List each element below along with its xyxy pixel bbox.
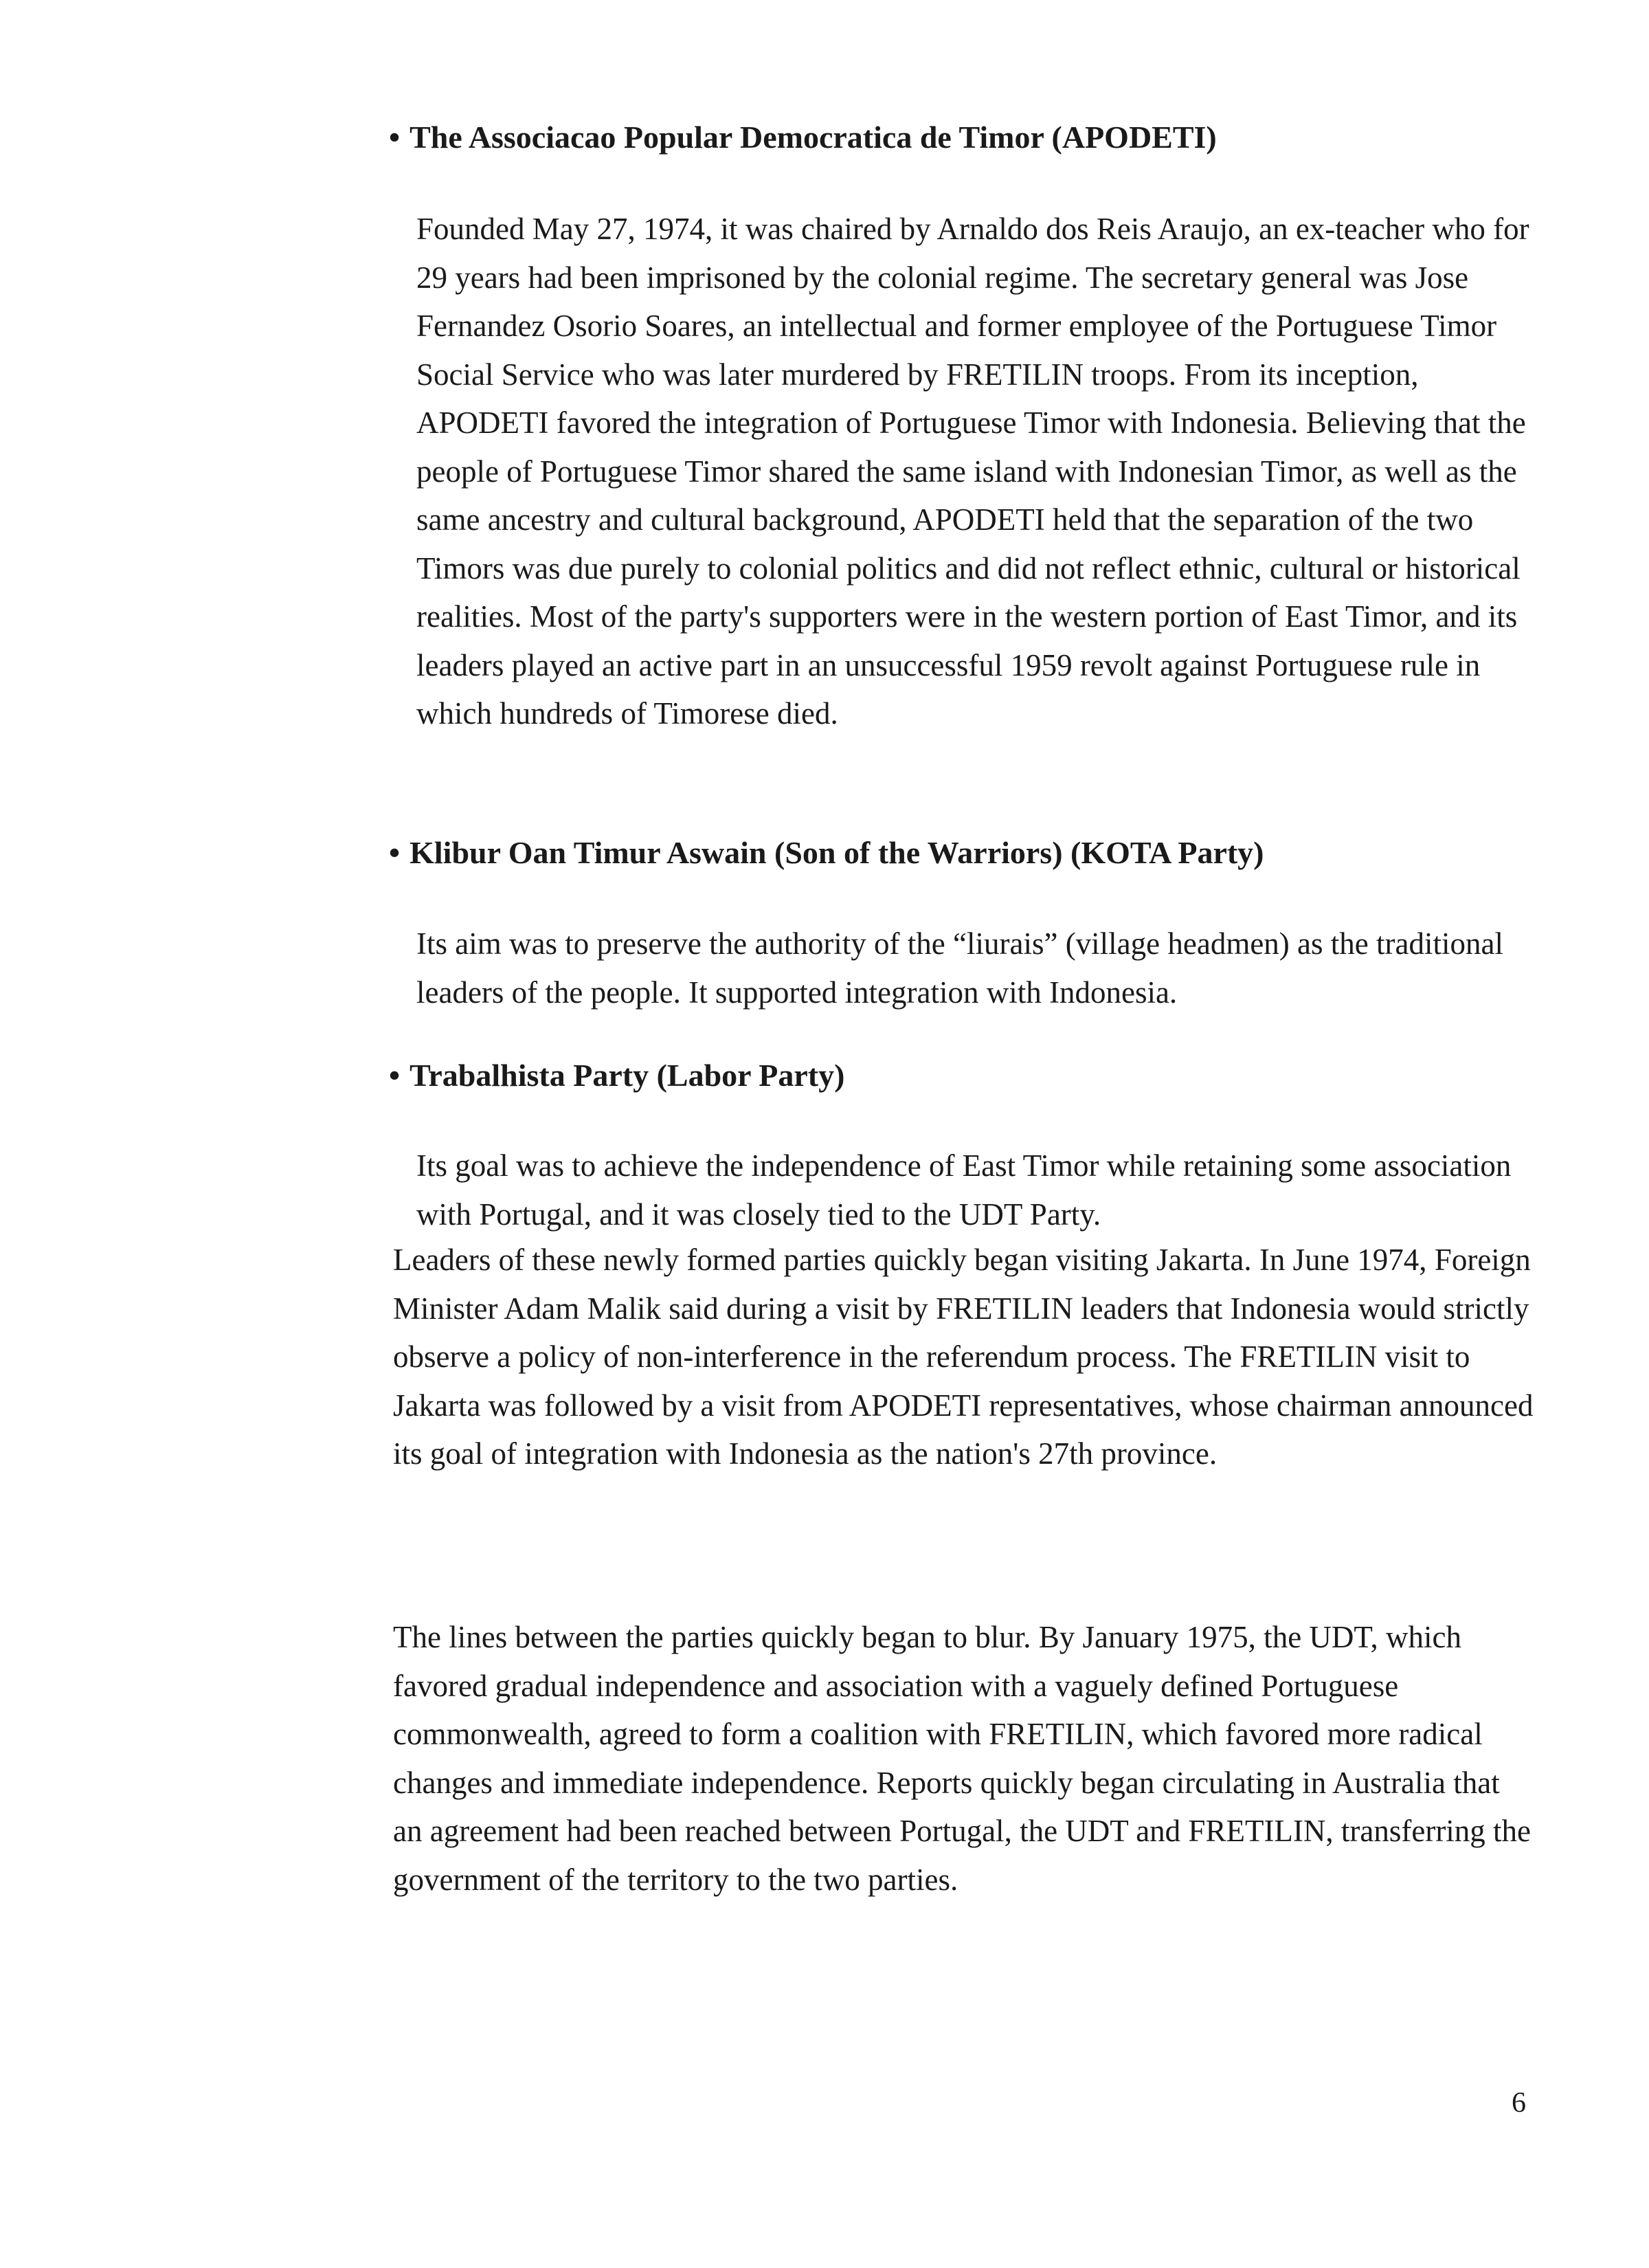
section-heading-text: The Associacao Popular Democratica de Timor (APODETI) bbox=[410, 120, 1217, 155]
page-number: 6 bbox=[1512, 2087, 1526, 2119]
section-heading-kota bbox=[389, 832, 1264, 874]
bullet-icon: • bbox=[389, 120, 401, 155]
body-paragraph-party-visits: Leaders of these newly formed parties quickly began visiting Jakarta. In June 1974, Foreign Minister Adam Malik said during a visit by FRETILIN leaders that Indonesia would strictly observe a policy of non-interference in the referendum process. The FRETILIN visit to Jakarta was followed by a visit from APODETI representatives, whose chairman announced its goal of integration with Indonesia as the nation's 27th province. bbox=[393, 1243, 1534, 1471]
body-paragraph-party-coalition: The lines between the parties quickly began to blur. By January 1975, the UDT, which favored gradual independence and association with a vaguely defined Portuguese commonwealth, agreed to form a coalition with FRETILIN, which favored more radical changes and immediate independence. Reports quickly began circulating in Australia that an agreement had been reached between Portugal, the UDT and FRETILIN, transferring the government of the territory to the two parties. bbox=[393, 1620, 1532, 1897]
section-heading-text: Klibur Oan Timur Aswain (Son of the Warriors) (KOTA Party) bbox=[410, 835, 1264, 870]
section-heading-text: Trabalhista Party (Labor Party) bbox=[410, 1058, 845, 1093]
section-paragraph-trabalhista: Its goal was to achieve the independence of East Timor while retaining some association with Portugal, and it was closely tied to the UDT Party. bbox=[416, 1148, 1512, 1232]
section-heading-apodeti bbox=[389, 117, 1217, 158]
bullet-icon: • bbox=[389, 835, 401, 870]
section-heading-trabalhista bbox=[389, 1055, 844, 1096]
bullet-icon: • bbox=[389, 1058, 401, 1093]
section-paragraph-kota: Its aim was to preserve the authority of the “liurais” (village headmen) as the traditional leaders of the people. It supported integration with Indonesia. bbox=[416, 926, 1503, 1010]
section-paragraph-apodeti: Founded May 27, 1974, it was chaired by Arnaldo dos Reis Araujo, an ex-teacher who for 29 years had been imprisoned by the colonial regime. The secretary general was Jose Fernandez Osorio Soares, an intellectual and former employee of the Portuguese Timor Social Service who was later murdered by FRETILIN troops. From its inception, APODETI favored the integration of Portuguese Timor with Indonesia. Believing that the people of Portuguese Timor shared the same island with Indonesian Timor, as well as the same ancestry and cultural background, APODETI held that the separation of the two Timors was due purely to colonial politics and did not reflect ethnic, cultural or historical realities. Most of the party's supporters were in the western portion of East Timor, and its leaders played an active part in an unsuccessful 1959 revolt against Portuguese rule in which hundreds of Timorese died. bbox=[416, 212, 1529, 731]
